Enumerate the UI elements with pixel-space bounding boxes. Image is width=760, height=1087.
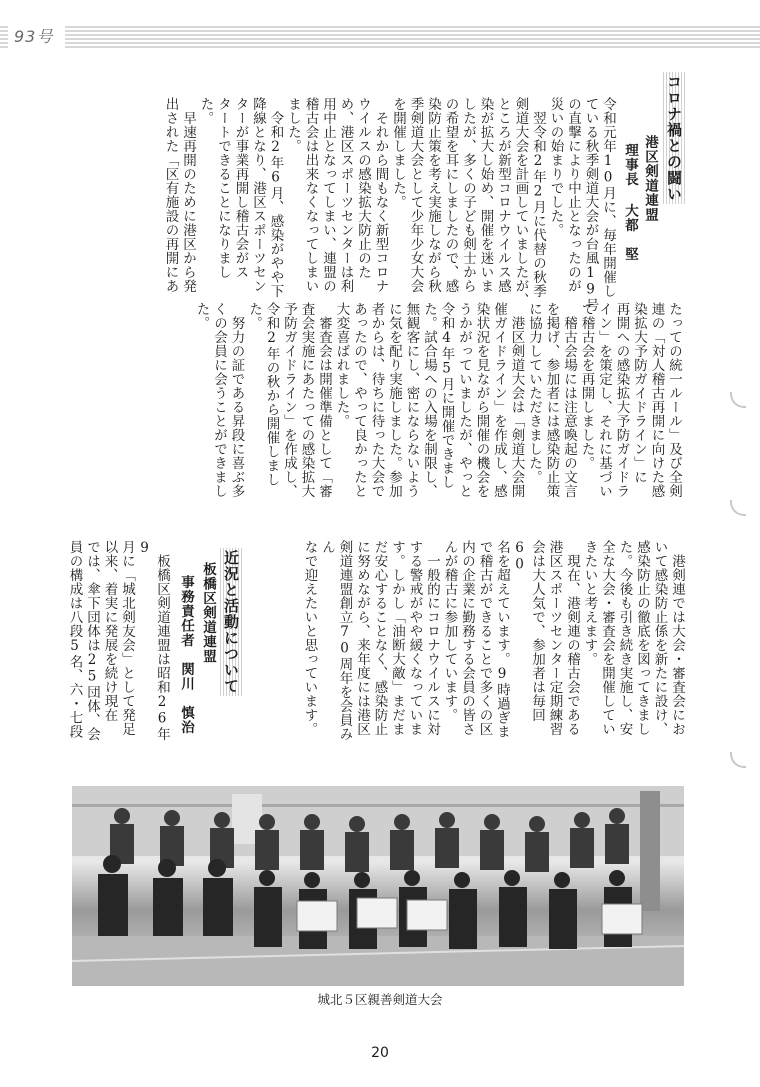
- group-photo: [72, 786, 684, 986]
- group-photo-illustration: [72, 786, 684, 986]
- article-1-title: コロナ禍との闘い: [663, 72, 686, 204]
- article-1-column-3: 港剣連では大会・審査会にお いて感染防止係を新たに設け、 感染防止の徹底を図ってきまし た。今後も引き続き実施し、安 全な大会・審査会を開催してい きたいと考えます。 現在、港剣連の稽古会である 港区スポーツセンター定期練習 会は大人気で、参加者は毎回60 名を超えています。9時過ぎま で稽古ができることで多くの区 内の企業に勤務する会員の皆さ んが稽古に参加しています。 一般的にコロナウイルスに対 する警戒がやや緩くなっていま す。しかし「油断大敵」まだま だ安心することなく、感染防止 に努めながら、来年度には港区 剣道連盟創立70周年を会員みん なで迎えたいと思っています。: [301, 540, 685, 741]
- binder-ring: [730, 500, 746, 516]
- article-2-column-1: 板橋区剣道連盟は昭和26年9 月に「城北剣友会」として発足 以来、着実に発展を続け現在 では、傘下団体は25団体、会 員の構成は八段5名、六・七段: [66, 540, 170, 741]
- binder-ring: [730, 392, 746, 408]
- binder-ring: [730, 752, 746, 768]
- article-2-org: 板橋区剣道連盟: [200, 562, 216, 664]
- issue-label: 93号: [8, 26, 65, 48]
- article-1-column-1: 令和元年10月に、毎年開催し ている秋季剣道大会が台風19号 の直撃により中止となったのが 災いの始まりでした。 翌令和2年2月に代替の秋季 剣道大会を計画していましたが、 ところが新型コロナウイルス感 染が拡大し始め、開催を迷いま したが、多くの子ども剣士から の希望を耳にしましたので、感 染防止策を考え実施しながら秋 季剣道大会として少年少女大会 を開催しました。 それから間もなく新型コロナ ウイルスの感染拡大防止のた め、港区スポーツセンターは利 用中止となってしまい、連盟の 稽古会は出来なくなってしまい ました。 令和2年6月、感染がやや下 降線となり、港区スポーツセン ターが事業再開し稽古会がス タートできることになりまし た。 早速再開のために港区から発 出された「区有施設の再開にあ: [162, 97, 616, 312]
- article-1-org: 港区剣道連盟: [642, 135, 658, 222]
- article-1-column-2: たっての統一ルール」及び全剣 連の「対人稽古再開に向けた感 染拡大予防ガイドライン」に 再開への感染拡大予防ガイドラ イン」を策定し、それに基づい て稽古会を再開しました。 稽古会場には注意喚起の文言 を掲げ、参加者には感染防止策 に協力していただきました。 港区剣道大会は「剣道大会開 催ガイドライン」を作成し、感 染状況を見ながら開催の機会を うかがっていましたが、やっと 令和4年5月に開催できまし た。試合場への入場を制限し、 無観客にし、密にならないよう に気を配り実施しました。参加 者からは、待ちに待った大会で あったので、やって良かったと 大変喜ばれました。 審査会は開催準備として「審 査会実施にあたっての感染拡大 予防ガイドライン」を作成し、 令和2年の秋から開催しまし た。 努力の証である昇段に喜ぶ多 くの会員に会うことができまし た。: [193, 302, 682, 498]
- article-2-author: 事務責任者 関川 慎治: [178, 575, 194, 735]
- page-number: 20: [371, 1045, 389, 1061]
- article-1-author: 理事長 大都 堅: [622, 143, 638, 262]
- article-2-title: 近況と活動について: [220, 548, 243, 696]
- header-band: [0, 26, 760, 48]
- photo-caption: 城北５区親善剣道大会: [317, 992, 443, 1007]
